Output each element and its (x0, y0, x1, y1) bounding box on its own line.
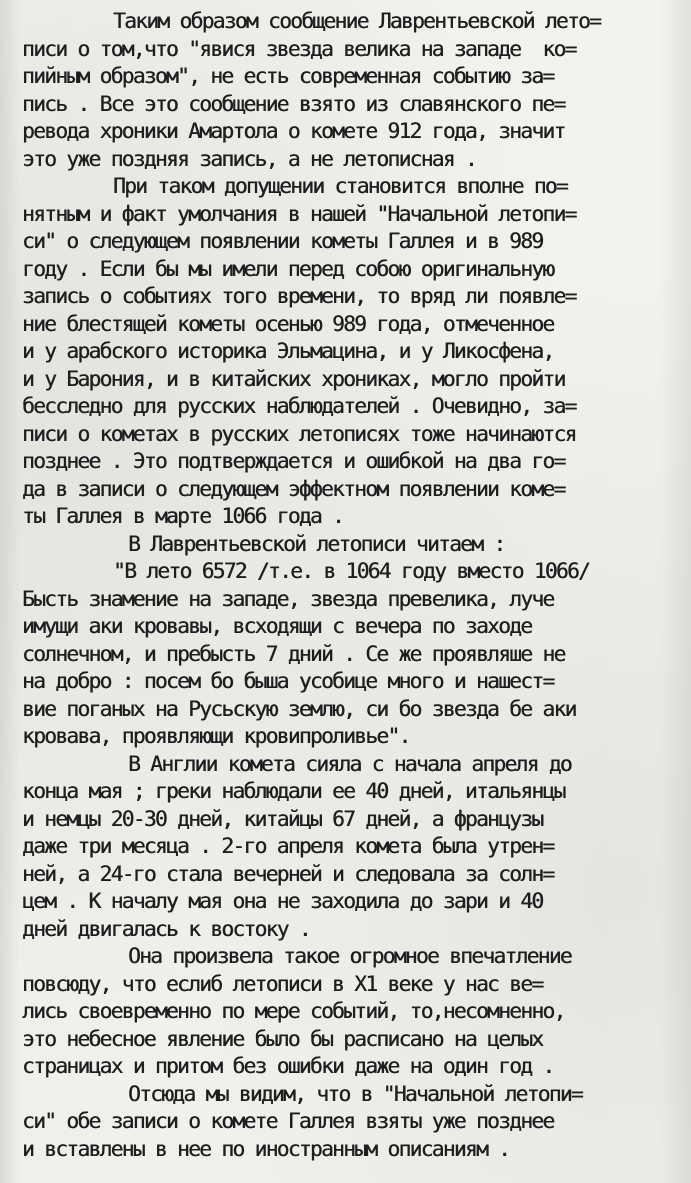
text-line: пись . Все это сообщение взято из славянского пе= (22, 91, 565, 117)
text-line: пийным образом", не есть современная событию за= (22, 64, 554, 89)
text-line: запись о событиях того времени, то вряд ли появле= (22, 284, 576, 309)
text-line: конца мая ; греки наблюдали ее 40 дней, итальянцы (22, 779, 565, 804)
text-line: на добро : посем бо быша усобице много и нашест= (22, 669, 554, 694)
text-line: и у Барония, и в китайских хрониках, могло пройти (22, 366, 565, 392)
text-line: это уже поздняя запись, а не летописная . (22, 146, 476, 172)
text-line: писи о том,что "явися звезда велика на западе ко= (22, 36, 576, 62)
text-line: Отсюда мы видим, что в "Начальной летопи= (128, 1081, 582, 1107)
text-line: ревода хроники Амартола о комете 912 года, значит (22, 119, 565, 144)
text-line: "В лето 6572 /т.е. в 1064 году вместо 1066/ (113, 559, 590, 584)
text-line: повсюду, что еслиб летописи в Х1 веке у нас ве= (22, 971, 543, 997)
text-line: позднее . Это подтверждается и ошибкой на два го= (22, 449, 565, 474)
text-line: ние блестящей кометы осенью 989 года, отмеченное (22, 311, 554, 337)
text-line: нятным и факт умолчания в нашей "Начальной летопи= (22, 201, 576, 227)
text-line: ней, а 24-го стала вечерней и следовала за солн= (22, 861, 554, 887)
text-line: солнечном, и пребысть 7 дний . Се же проявляше не (22, 641, 565, 667)
text-line: имущи аки кровавы, всходящи с вечера по заходе (22, 614, 532, 639)
text-line: Она произвела такое огромное впечатление (128, 944, 571, 969)
text-line: си" о следующем появлении кометы Галлея и в 989 (22, 229, 543, 254)
text-line: си" обе записи о комете Галлея взяты уже позднее (22, 1109, 554, 1134)
text-line: бесследно для русских наблюдателей . Очевидно, за= (22, 394, 576, 419)
text-line: и у арабского историка Эльмацина, и у Ликосфена, (22, 339, 554, 364)
text-line: даже три месяца . 2-го апреля комета была утрен= (22, 834, 554, 859)
text-line: это небесное явление было бы расписано на целых (22, 1026, 543, 1052)
text-line: Бысть знамение на западе, звезда превелика, луче (22, 586, 554, 612)
text-line: цем . К началу мая она не заходила до зари и 40 (22, 889, 543, 914)
text-line: При таком допущении становится вполне по= (113, 174, 567, 199)
text-line: ты Галлея в марте 1066 года . (22, 504, 344, 529)
text-line: и вставлены в нее по иностранным описаниям . (22, 1136, 510, 1162)
text-line: лись своевременно по мере событий, то,несомненно, (22, 999, 565, 1024)
text-line: году . Если бы мы имели перед собою оригинальную (22, 256, 554, 282)
text-line: и немцы 20-30 дней, китайцы 67 дней, а французы (22, 806, 543, 832)
text-line: В Англии комета сияла с начала апреля до (128, 751, 571, 777)
text-line: дней двигалась к востоку . (22, 916, 310, 942)
text-line: кровава, проявляющи кровипроливье". (22, 724, 410, 749)
text-line: да в записи о следующем эффектном появлении коме= (22, 476, 565, 502)
text-line: В Лаврентьевской летописи читаем : (128, 531, 505, 557)
text-line: страницах и притом без ошибки даже на один год . (22, 1054, 554, 1079)
text-line: Таким образом сообщение Лаврентьевской лето= (113, 9, 601, 34)
text-line: писи о кометах в русских летописях тоже начинаются (22, 421, 576, 447)
text-line: вие поганых на Русьскую землю, си бо звезда бе аки (22, 696, 576, 722)
